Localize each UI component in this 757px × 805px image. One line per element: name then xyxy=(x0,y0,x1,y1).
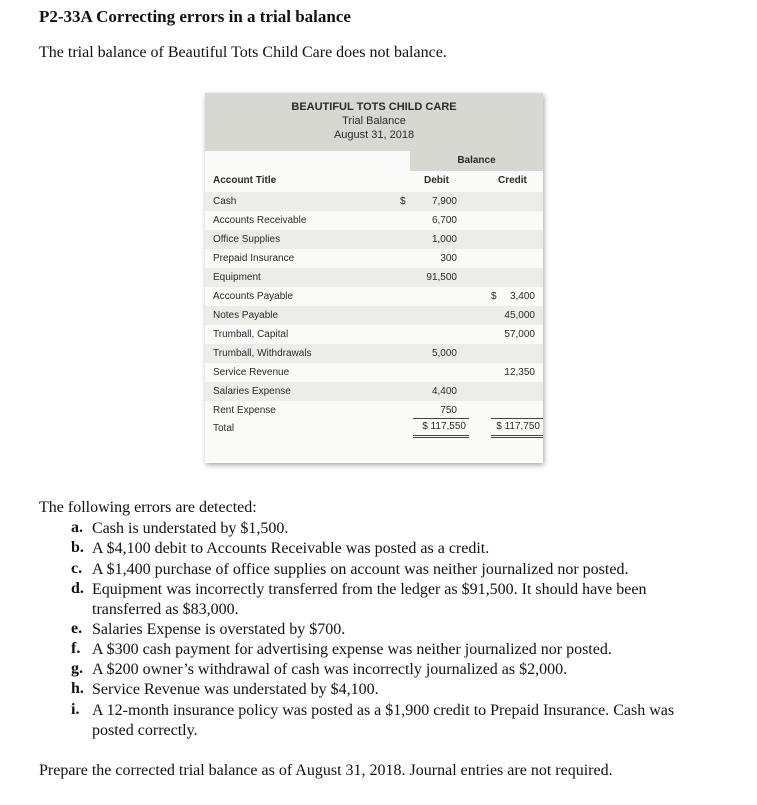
debit-dollar-sign: $ xyxy=(400,196,406,207)
error-letter: c. xyxy=(71,560,83,577)
error-text: A $4,100 debit to Accounts Receivable was posted as a credit. xyxy=(92,540,490,557)
account-cell: Prepaid Insurance xyxy=(213,253,295,264)
account-cell: Rent Expense xyxy=(213,405,276,416)
account-cell: Office Supplies xyxy=(213,234,281,245)
credit-cell: 12,350 xyxy=(504,367,535,378)
total-debit: $ 117,550 xyxy=(413,418,469,438)
table-row xyxy=(205,249,543,268)
col-credit: Credit xyxy=(498,175,527,186)
table-row xyxy=(205,211,543,230)
col-account-title: Account Title xyxy=(213,175,277,186)
error-text: Equipment was incorrectly transferred from the ledger as $91,500. It should have been transferred as $83,000. xyxy=(92,581,647,618)
statement-name: Trial Balance xyxy=(342,115,406,127)
balance-header: Balance xyxy=(410,151,543,171)
error-letter: i. xyxy=(71,701,80,718)
credit-dollar-sign: $ xyxy=(491,291,497,302)
error-text: Service Revenue was understated by $4,100. xyxy=(92,681,379,698)
table-row xyxy=(205,287,543,306)
problem-title: P2-33A Correcting errors in a trial balance xyxy=(39,7,351,26)
debit-cell: 6,700 xyxy=(431,215,457,226)
table-row xyxy=(205,325,543,344)
error-text: A $300 cash payment for advertising expense was neither journalized nor posted. xyxy=(92,641,612,658)
statement-date: August 31, 2018 xyxy=(333,129,415,141)
credit-cell: 45,000 xyxy=(504,310,535,321)
table-row xyxy=(205,344,543,363)
error-letter: a. xyxy=(71,519,83,536)
error-letter: h. xyxy=(71,680,84,697)
error-letter: b. xyxy=(71,539,84,556)
account-cell: Notes Payable xyxy=(213,310,279,321)
debit-cell: 750 xyxy=(440,405,457,416)
problem-intro: The trial balance of Beautiful Tots Child Care does not balance. xyxy=(39,44,447,61)
error-letter: f. xyxy=(71,640,81,657)
table-row xyxy=(205,306,543,325)
error-letter: g. xyxy=(71,660,83,677)
account-cell: Service Revenue xyxy=(213,367,290,378)
account-cell: Trumball, Withdrawals xyxy=(213,348,312,359)
debit-cell: 91,500 xyxy=(426,272,457,283)
column-headers xyxy=(205,171,543,192)
error-text: A $1,400 purchase of office supplies on account was neither journalized nor posted. xyxy=(92,561,629,578)
error-text: Cash is understated by $1,500. xyxy=(92,520,289,537)
account-cell: Salaries Expense xyxy=(213,386,291,397)
account-cell: Equipment xyxy=(213,272,261,283)
error-text: A 12-month insurance policy was posted as a $1,900 credit to Prepaid Insurance. Cash was posted correctly. xyxy=(92,702,675,739)
debit-cell: 5,000 xyxy=(431,348,457,359)
company-name: BEAUTIFUL TOTS CHILD CARE xyxy=(291,101,457,113)
total-label: Total xyxy=(213,423,235,434)
table-row xyxy=(205,192,543,211)
account-cell: Trumball, Capital xyxy=(213,329,289,340)
table-row xyxy=(205,268,543,287)
error-text: A $200 owner’s withdrawal of cash was incorrectly journalized as $2,000. xyxy=(92,661,568,678)
credit-cell: 57,000 xyxy=(504,329,535,340)
error-letter: e. xyxy=(71,620,83,637)
errors-intro: The following errors are detected: xyxy=(39,499,257,516)
error-letter: d. xyxy=(71,580,84,597)
instruction: Prepare the corrected trial balance as of August 31, 2018. Journal entries are not required. xyxy=(39,762,613,779)
error-text: Salaries Expense is overstated by $700. xyxy=(92,621,346,638)
debit-cell: 7,900 xyxy=(431,196,457,207)
table-row xyxy=(205,382,543,401)
debit-cell: 4,400 xyxy=(431,386,457,397)
debit-cell: 300 xyxy=(440,253,457,264)
total-credit: $ 117,750 xyxy=(491,418,543,438)
trial-balance-table xyxy=(205,93,543,463)
credit-cell: 3,400 xyxy=(509,291,535,302)
table-row xyxy=(205,363,543,382)
account-cell: Accounts Payable xyxy=(213,291,294,302)
account-cell: Accounts Receivable xyxy=(213,215,307,226)
table-row xyxy=(205,230,543,249)
col-debit: Debit xyxy=(424,175,449,186)
total-row xyxy=(205,419,543,438)
trial-balance-header xyxy=(205,93,543,151)
debit-cell: 1,000 xyxy=(431,234,457,245)
account-cell: Cash xyxy=(213,196,237,207)
